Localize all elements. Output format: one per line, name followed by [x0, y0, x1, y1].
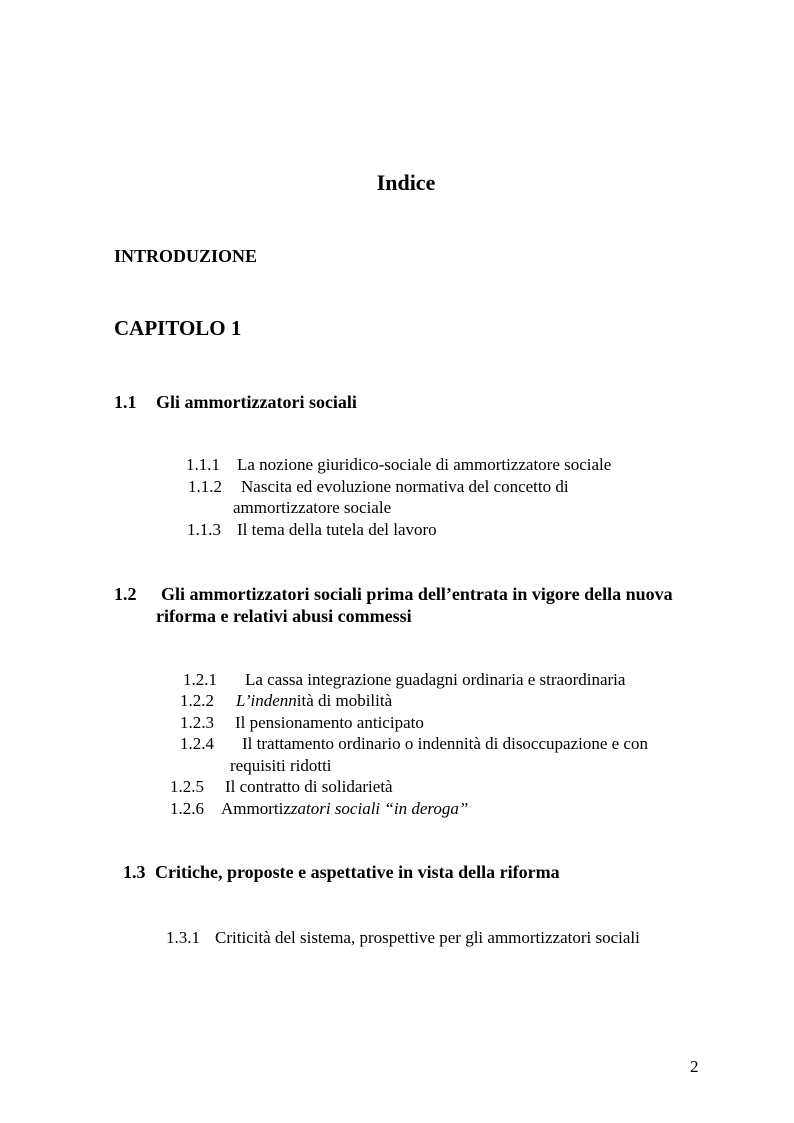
subsection-title: ità di mobilità [296, 691, 393, 710]
section-number: 1.2 [114, 584, 137, 604]
subsection-number: 1.2.1 [183, 670, 217, 689]
toc-subsection-1-2-4-continued: requisiti ridotti [230, 756, 332, 775]
subsection-number: 1.2.2 [180, 691, 214, 710]
toc-subsection-1-2-3 [180, 713, 424, 733]
subsection-title: La cassa integrazione guadagni ordinaria e straordinaria [245, 670, 626, 689]
page-number: 2 [690, 1057, 699, 1076]
toc-section-1-1 [114, 392, 357, 413]
subsection-number: 1.1.1 [186, 455, 220, 474]
section-title: Critiche, proposte e aspettative in vista della riforma [155, 862, 560, 882]
toc-subsection-1-2-5 [170, 777, 393, 797]
subsection-number: 1.1.3 [187, 520, 221, 539]
section-title: Gli ammortizzatori sociali [156, 392, 357, 412]
subsection-title: Criticità del sistema, prospettive per gli ammortizzatori sociali [215, 928, 640, 947]
toc-section-1-2-continued: riforma e relativi abusi commessi [156, 606, 412, 626]
subsection-title: La nozione giuridico-sociale di ammortizzatore sociale [237, 455, 612, 474]
toc-subsection-1-1-3 [187, 520, 437, 540]
toc-subsection-1-2-6 [170, 799, 468, 819]
subsection-title-italic: zatori sociali “in deroga” [290, 799, 469, 818]
subsection-title: Il trattamento ordinario o indennità di disoccupazione e con [242, 734, 648, 753]
toc-subsection-1-3-1 [166, 928, 640, 948]
subsection-number: 1.2.4 [180, 734, 214, 753]
subsection-title: Il tema della tutela del lavoro [237, 520, 437, 539]
toc-section-1-2 [114, 584, 673, 605]
toc-subsection-1-2-1 [183, 670, 625, 690]
subsection-number: 1.3.1 [166, 928, 200, 947]
toc-subsection-1-1-1 [186, 455, 611, 475]
subsection-title: Il contratto di solidarietà [225, 777, 393, 796]
toc-subsection-1-1-2 [188, 477, 569, 497]
subsection-number: 1.1.2 [188, 477, 222, 496]
toc-subsection-1-2-4 [180, 734, 648, 754]
toc-subsection-1-1-2-continued: ammortizzatore sociale [233, 498, 392, 517]
subsection-title: Nascita ed evoluzione normativa del concetto di [241, 477, 569, 496]
subsection-title: Il pensionamento anticipato [235, 713, 424, 732]
subsection-number: 1.2.3 [180, 713, 214, 732]
toc-subsection-1-2-2 [180, 691, 392, 711]
section-number: 1.3 [123, 862, 146, 882]
subsection-title-italic: L’indenn [236, 691, 297, 710]
subsection-number: 1.2.6 [170, 799, 204, 818]
toc-section-1-3 [123, 862, 560, 883]
subsection-number: 1.2.5 [170, 777, 204, 796]
toc-chapter-heading: CAPITOLO 1 [114, 316, 242, 340]
subsection-title: Ammortiz [221, 799, 291, 818]
section-number: 1.1 [114, 392, 137, 412]
page-title: Indice [376, 170, 436, 195]
section-title: Gli ammortizzatori sociali prima dell’entrata in vigore della nuova [161, 584, 673, 604]
toc-introduction: INTRODUZIONE [114, 246, 258, 266]
